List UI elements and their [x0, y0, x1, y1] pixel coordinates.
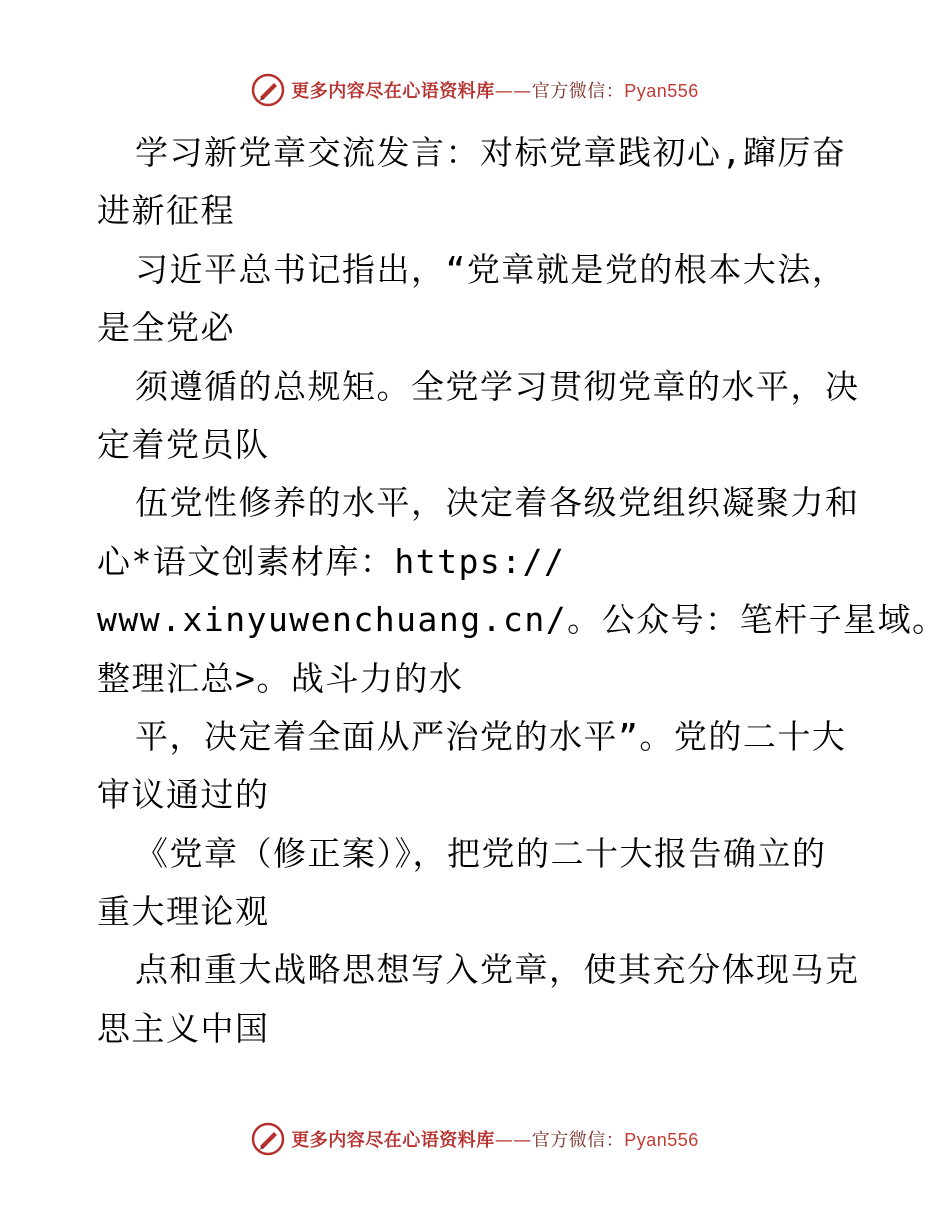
document-body: [97, 124, 947, 1058]
text-line: 是全党必: [97, 308, 235, 348]
text-line: 伍党性修养的水平，决定着各级党组织凝聚力和: [135, 483, 860, 523]
text-line: 思主义中国: [97, 1008, 270, 1048]
quill-logo-icon: [251, 1122, 285, 1156]
text-line: 进新征程: [97, 191, 235, 231]
text-line: 学习新党章交流发言：对标党章践初心,蹿厉奋: [135, 133, 847, 172]
banner-separator: ——: [494, 81, 532, 102]
text-line: 定着党员队: [97, 424, 270, 464]
text-line: 须遵循的总规矩。全党学习贯彻党章的水平，决: [135, 366, 860, 406]
text-line: 心*语文创素材库：https://: [97, 541, 566, 581]
banner-text: [291, 77, 699, 103]
text-line: 重大理论观: [97, 892, 270, 932]
text-line: 习近平总书记指出，“党章就是党的根本大法，: [135, 249, 847, 289]
banner-wechat-id: Pyan556: [624, 1130, 699, 1150]
header-banner: [0, 70, 950, 110]
banner-brand: 更多内容尽在心语资料库: [291, 81, 495, 102]
text-line: 《党章（修正案）》，把党的二十大报告确立的: [135, 833, 827, 873]
banner-separator: ——: [494, 1130, 532, 1151]
text-line: 审议通过的: [97, 775, 270, 815]
text-line: 平，决定着全面从严治党的水平”。党的二十大: [135, 716, 847, 756]
footer-banner: [0, 1119, 950, 1159]
text-line: www.xinyuwenchuang.cn/。公众号：笔杆子星域。: [97, 600, 947, 640]
banner-text: [291, 1126, 699, 1152]
banner-label: 官方微信：: [531, 1130, 625, 1151]
banner-label: 官方微信：: [531, 81, 625, 102]
quill-logo-icon: [251, 73, 285, 107]
text-line: 点和重大战略思想写入党章，使其充分体现马克: [135, 950, 860, 990]
banner-wechat-id: Pyan556: [624, 81, 699, 101]
text-line: 整理汇总>。战斗力的水: [97, 658, 464, 698]
banner-brand: 更多内容尽在心语资料库: [291, 1130, 495, 1151]
